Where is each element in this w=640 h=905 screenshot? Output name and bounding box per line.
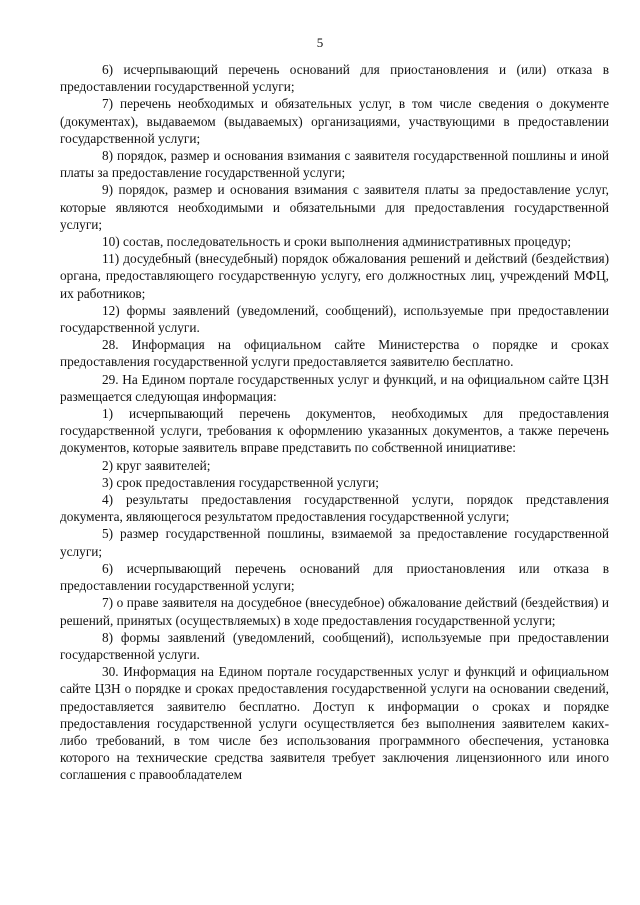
document-body [60,61,609,784]
list-item-6-refusal-grounds: 6) исчерпывающий перечень оснований для приостановления или отказа в предоставлении государственной услуги; [60,560,609,594]
list-item-5-state-fee: 5) размер государственной пошлины, взимаемой за предоставление государственной услуги; [60,526,609,559]
paragraph-9-service-fee: 9) порядок, размер и основания взимания с заявителя платы за предоставление услуг, которые являются необходимыми и обязательными для предоставления государственной услуги; [60,182,609,232]
paragraph-29-portal-info: 29. На Едином портале государственных услуг и функций, и на официальном сайте ЦЗН размещается следующая информация: [60,371,609,404]
list-item-8-forms: 8) формы заявлений (уведомлений, сообщений), используемые при предоставлении государственной услуги. [60,629,609,662]
paragraph-10-procedures: 10) состав, последовательность и сроки выполнения административных процедур; [102,234,572,250]
list-item-1-documents: 1) исчерпывающий перечень документов, необходимых для предоставления государственной услуги, требования к оформлению указанных документов, а также перечень документов, которые заявитель вправе представить по собственной инициативе: [60,406,609,456]
paragraph-30-free-access: 30. Информация на Едином портале государственных услуг и функций и официальном сайте ЦЗН о порядке и сроках предоставления государственной услуги на основании сведений, предоставляется заявителю бесплатно. Доступ к информации о сроках и порядке предоставления государственной услуги осуществляется без выполнения заявителем каких-либо требований, в том числе без использования программного обеспечения, установка которого на технические средства заявителя требует заключения лицензионного или иного соглашения с правообладателем [60,664,609,783]
page-number: 5 [316,35,324,50]
list-item-4-results: 4) результаты предоставления государственной услуги, порядок представления документа, являющегося результатом предоставления государственной услуги; [60,492,609,525]
paragraph-8-state-fee: 8) порядок, размер и основания взимания с заявителя государственной пошлины и иной платы за предоставление государственной услуги; [60,148,609,181]
paragraph-7-required-services: 7) перечень необходимых и обязательных услуг, в том числе сведения о документе (документах), выдаваемом (выдаваемых) организациями, участвующими в предоставлении государственной услуги; [60,96,609,146]
paragraph-12-application-forms: 12) формы заявлений (уведомлений, сообщений), используемые при предоставлении государственной услуги. [60,302,609,336]
paragraph-6-suspension-grounds: 6) исчерпывающий перечень оснований для приостановления и (или) отказа в предоставлении государственной услуги; [60,62,609,95]
list-item-2-applicants: 2) круг заявителей; [102,457,211,473]
list-item-3-term: 3) срок предоставления государственной услуги; [102,474,379,490]
paragraph-11-appeal-procedure: 11) досудебный (внесудебный) порядок обжалования решений и действий (бездействия) органа, предоставляющего государственную услугу, его должностных лиц, учреждений МФЦ, их работников; [60,251,609,301]
paragraph-28-ministry-site: 28. Информация на официальном сайте Министерства о порядке и сроках предоставления государственной услуги предоставляется заявителю бесплатно. [60,337,609,370]
list-item-7-appeal-right: 7) о праве заявителя на досудебное (внесудебное) обжалование действий (бездействия) и решений, принятых (осуществляемых) в ходе предоставления государственной услуги; [60,595,609,628]
